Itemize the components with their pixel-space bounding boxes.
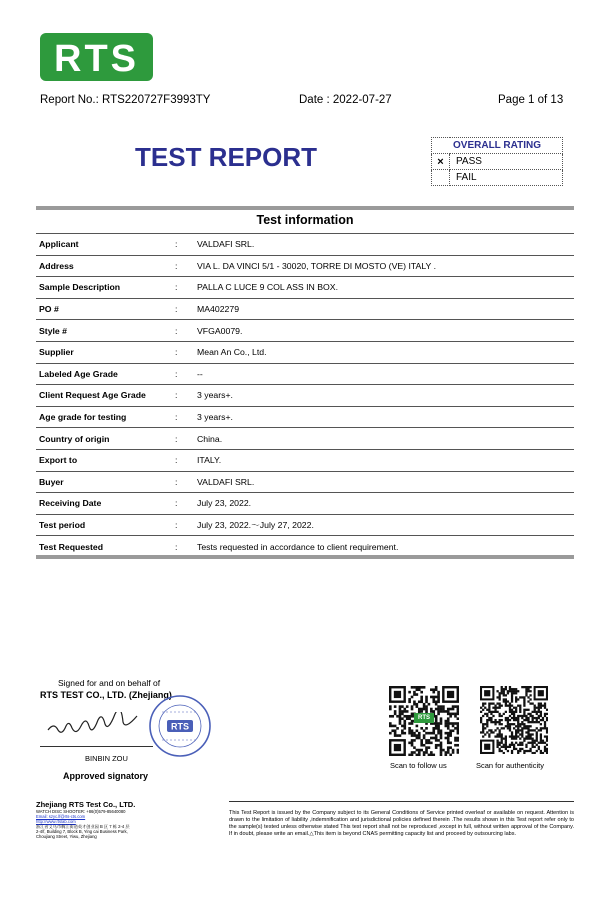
info-colon: : (175, 406, 197, 428)
info-key: Country of origin (36, 428, 175, 450)
info-value: MA402279 (197, 298, 574, 320)
footer-address-cn: 浙江省义乌市稠江街道英才创业园 B 区 7 栋 2-4 层 (36, 824, 130, 829)
footer-address-line2: Choujiang Street, Yiwu, Zhejiang (36, 834, 97, 839)
authenticity-qr-label: Scan for authenticity (476, 761, 544, 770)
rating-heading: OVERALL RATING (432, 138, 563, 154)
page-title: TEST REPORT (135, 142, 318, 172)
info-key: Sample Description (36, 277, 175, 299)
info-row (36, 363, 574, 385)
info-colon: : (175, 536, 197, 558)
info-key: Supplier (36, 341, 175, 363)
info-value: July 23, 2022.～July 27, 2022. (197, 514, 574, 536)
info-colon: : (175, 385, 197, 407)
info-value: 3 years+. (197, 385, 574, 407)
report-date: Date : 2022-07-27 (299, 94, 392, 106)
info-colon: : (175, 234, 197, 256)
info-key: PO # (36, 298, 175, 320)
footer-email[interactable]: Email: szyc.lf@rts-cts.com (36, 814, 86, 819)
info-key: Test Requested (36, 536, 175, 558)
info-key: Labeled Age Grade (36, 363, 175, 385)
info-colon: : (175, 277, 197, 299)
info-colon: : (175, 363, 197, 385)
info-table (36, 233, 574, 558)
report-number: Report No.: RTS220727F3993TY (40, 94, 211, 106)
info-row (36, 255, 574, 277)
pass-label: PASS (450, 154, 563, 170)
info-value: VALDAFI SRL. (197, 234, 574, 256)
info-colon: : (175, 428, 197, 450)
info-heading: Test information (256, 213, 354, 227)
info-row (36, 277, 574, 299)
overall-rating-box (431, 137, 563, 186)
info-key: Style # (36, 320, 175, 342)
info-value: VFGA0079. (197, 320, 574, 342)
company-logo (40, 33, 153, 81)
info-key: Test period (36, 514, 175, 536)
info-key: Receiving Date (36, 493, 175, 515)
logo-text: RTS (54, 38, 139, 80)
signatory-role: Approved signatory (63, 771, 149, 781)
info-value: PALLA C LUCE 9 COL ASS IN BOX. (197, 277, 574, 299)
authenticity-qr-code (480, 686, 548, 754)
info-row (36, 298, 574, 320)
info-row (36, 406, 574, 428)
footer-phone: WATCH DISC SHOOTER: +86(0)579-85640080 (36, 809, 126, 814)
info-value: -- (197, 363, 574, 385)
info-row (36, 514, 574, 536)
info-row (36, 234, 574, 256)
info-value: ITALY. (197, 449, 574, 471)
info-colon: : (175, 298, 197, 320)
stamp-text: RTS (171, 721, 189, 732)
fail-label: FAIL (450, 170, 563, 186)
info-value: VALDAFI SRL. (197, 471, 574, 493)
pass-mark: × (432, 154, 450, 170)
info-colon: : (175, 493, 197, 515)
footer-company: Zhejiang RTS Test Co., LTD. (36, 800, 136, 809)
info-colon: : (175, 320, 197, 342)
signing-company: RTS TEST CO., LTD. (Zhejiang) (40, 690, 172, 700)
info-row (36, 493, 574, 515)
info-key: Address (36, 255, 175, 277)
footer-contact (36, 800, 135, 839)
footer-address-line1: 2-4/f, Building 7, Block B, Ying cai Business Park, (36, 829, 128, 834)
info-row (36, 320, 574, 342)
info-row (36, 449, 574, 471)
info-colon: : (175, 449, 197, 471)
qr-badge: RTS (414, 713, 434, 723)
bottom-divider (36, 555, 574, 559)
info-key: Buyer (36, 471, 175, 493)
info-colon: : (175, 255, 197, 277)
signatory-name: BINBIN ZOU (85, 754, 128, 763)
top-divider (36, 206, 574, 210)
info-colon: : (175, 514, 197, 536)
info-value: China. (197, 428, 574, 450)
handwritten-signature (44, 712, 154, 738)
signature-line (40, 746, 153, 747)
footer-website[interactable]: http://www.rtslab.com (36, 819, 76, 824)
info-row (36, 471, 574, 493)
info-value: July 23, 2022. (197, 493, 574, 515)
info-row (36, 428, 574, 450)
info-value: Tests requested in accordance to client requirement. (197, 536, 574, 558)
info-value: Mean An Co., Ltd. (197, 341, 574, 363)
company-stamp (148, 694, 212, 758)
page-number: Page 1 of 13 (498, 94, 564, 106)
signed-for-text: Signed for and on behalf of (58, 678, 161, 688)
info-key: Client Request Age Grade (36, 385, 175, 407)
info-row (36, 341, 574, 363)
footer-disclaimer: This Test Report is issued by the Company subject to its General Conditions of Service printed overleaf or available on request. Attention is drawn to the limitation of liability ,indemnification and jurisdictional policies defined therein .The results shown in this Test report refer only to the sample(s) tested unless otherwise stated This test report shall not be reproduced ,except in full, without written approval of the Company. If in doubt, please write an email.△This item is beyond CNAS permitting capacity list and proceed by outsourcing labs. (229, 801, 574, 838)
info-key: Export to (36, 449, 175, 471)
info-value: VIA L. DA VINCI 5/1 - 30020, TORRE DI MOSTO (VE) ITALY . (197, 255, 574, 277)
info-key: Age grade for testing (36, 406, 175, 428)
info-key: Applicant (36, 234, 175, 256)
fail-mark (432, 170, 450, 186)
info-colon: : (175, 471, 197, 493)
info-value: 3 years+. (197, 406, 574, 428)
info-colon: : (175, 341, 197, 363)
follow-qr-label: Scan to follow us (390, 761, 447, 770)
info-row (36, 385, 574, 407)
